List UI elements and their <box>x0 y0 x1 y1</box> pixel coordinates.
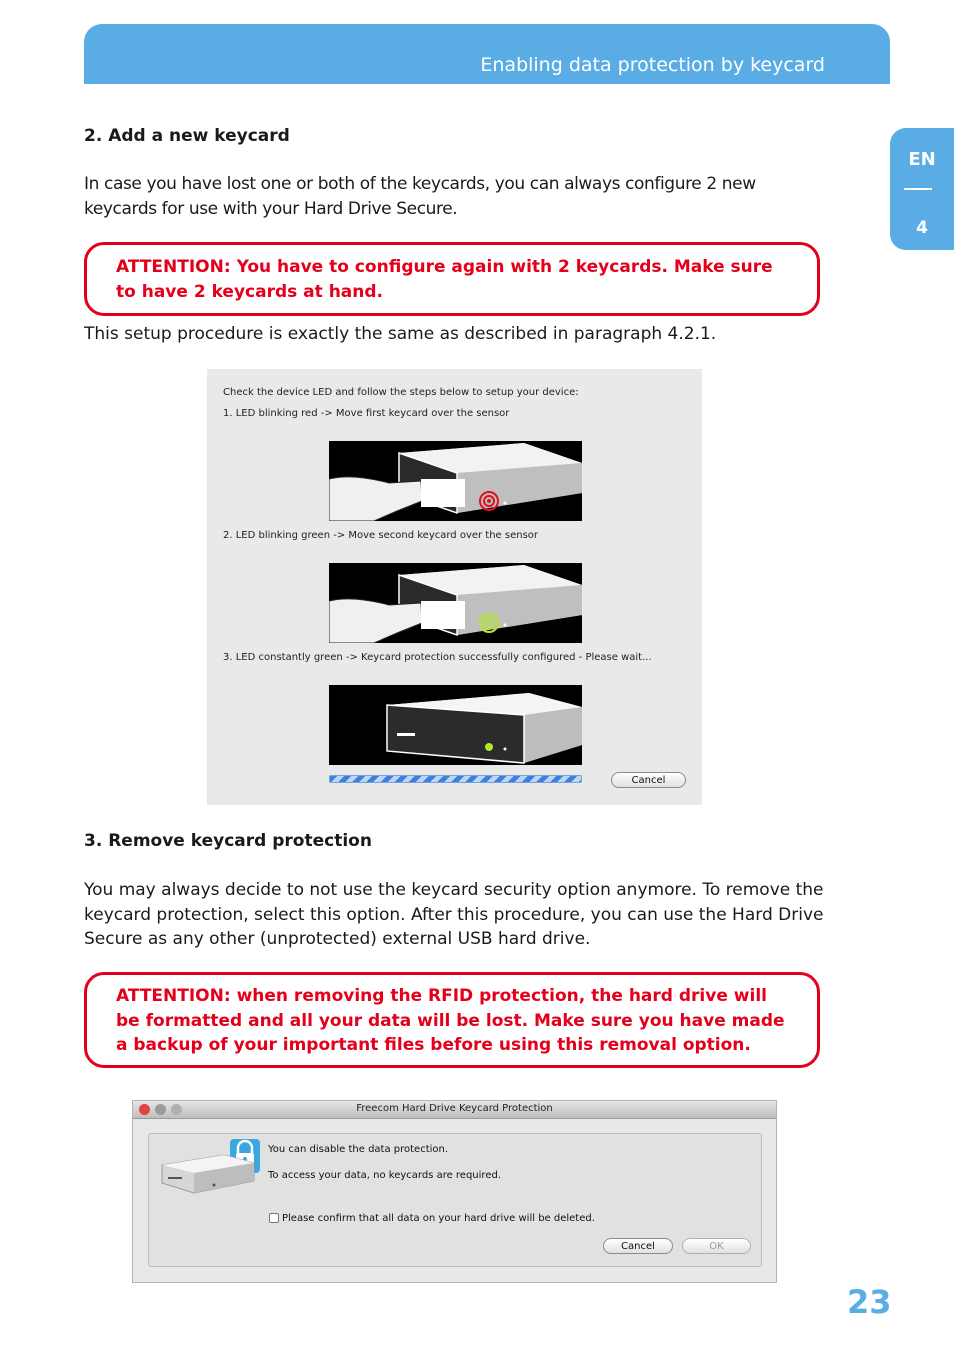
setup-dialog-screenshot <box>207 369 702 805</box>
chapter-number: 4 <box>916 218 928 238</box>
hard-drive-lock-icon <box>158 1137 262 1195</box>
cancel-button[interactable]: Cancel <box>611 772 686 788</box>
drive-led-green-image <box>329 685 582 765</box>
header-title: Enabling data protection by keycard <box>480 54 825 76</box>
setup-step-3: 3. LED constantly green -> Keycard protection successfully configured - Please wait... <box>223 652 652 663</box>
section-heading-add-keycard: 2. Add a new keycard <box>84 126 290 146</box>
language-label: EN <box>908 149 936 170</box>
setup-step-1: 1. LED blinking red -> Move first keycard over the sensor <box>223 408 510 419</box>
cancel-button[interactable]: Cancel <box>603 1238 673 1254</box>
window-titlebar <box>133 1101 776 1119</box>
photo-configured <box>329 685 582 765</box>
confirm-checkbox-label: Please confirm that all data on your hard drive will be deleted. <box>282 1213 595 1224</box>
chapter-tab <box>890 128 954 250</box>
window-title: Freecom Hard Drive Keycard Protection <box>356 1103 553 1114</box>
attention-text-remove: ATTENTION: when removing the RFID protection, the hard drive will be formatted and all your data will be lost. Make sure you have made a backup of your important files before using this removal option. <box>116 986 785 1055</box>
remove-dialog-panel <box>148 1133 762 1267</box>
add-keycard-intro: In case you have lost one or both of the keycards, you can always configure 2 new keycards for use with your Hard Drive Secure. <box>84 174 756 219</box>
header-bar <box>84 24 890 84</box>
disable-protection-text: You can disable the data protection. <box>268 1144 449 1155</box>
drive-with-hand-green-image <box>329 563 582 643</box>
setup-step-2: 2. LED blinking green -> Move second keycard over the sensor <box>223 530 539 541</box>
attention-box-remove <box>84 972 820 1068</box>
photo-first-keycard <box>329 441 582 521</box>
setup-procedure-note: This setup procedure is exactly the same as described in paragraph 4.2.1. <box>84 324 717 344</box>
remove-protection-body: You may always decide to not use the keycard security option anymore. To remove the keycard protection, select this option. After this procedure, you can use the Hard Drive Secure as any other (unprotected) external USB hard drive. <box>84 880 824 949</box>
section-heading-remove-protection: 3. Remove keycard protection <box>84 831 372 851</box>
ok-button[interactable]: OK <box>682 1238 751 1254</box>
no-keycards-text: To access your data, no keycards are required. <box>268 1170 501 1181</box>
drive-with-hand-red-image <box>329 441 582 521</box>
remove-dialog-screenshot <box>132 1100 777 1283</box>
photo-second-keycard <box>329 563 582 643</box>
confirm-checkbox[interactable] <box>269 1213 279 1223</box>
setup-instruction: Check the device LED and follow the steps below to setup your device: <box>223 387 579 398</box>
attention-box-configure <box>84 242 820 316</box>
attention-text-configure: ATTENTION: You have to configure again with 2 keycards. Make sure to have 2 keycards at hand. <box>116 257 773 302</box>
page-number: 23 <box>847 1283 892 1321</box>
tab-divider <box>904 188 932 190</box>
setup-progress-bar <box>329 775 582 783</box>
